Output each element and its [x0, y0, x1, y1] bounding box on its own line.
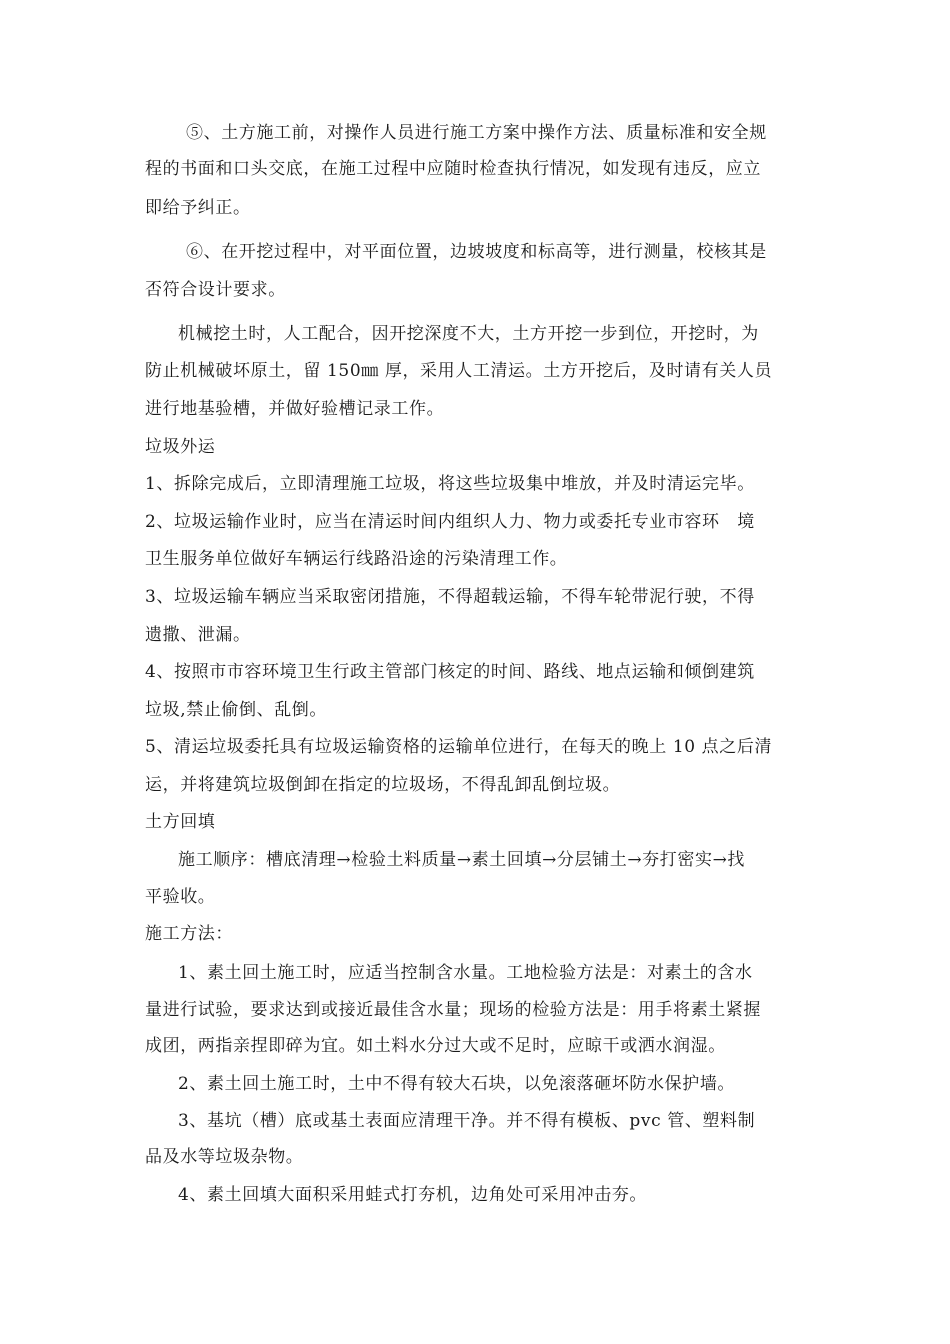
garbage-item2-line2: 卫生服务单位做好车辆运行线路沿途的污染清理工作。 [145, 549, 568, 569]
garbage-heading: 垃圾外运 [145, 437, 216, 457]
backfill-heading: 土方回填 [145, 812, 216, 832]
excavation-line1: 机械挖土时，人工配合，因开挖深度不大，土方开挖一步到位，开挖时，为 [178, 324, 759, 344]
excavation-line3: 进行地基验槽，并做好验槽记录工作。 [145, 399, 445, 419]
item5-line1: ⑤、土方施工前，对操作人员进行施工方案中操作方法、质量标准和安全规 [186, 123, 767, 143]
garbage-item3-line2: 遗撒、泄漏。 [145, 625, 251, 645]
garbage-item4-line2: 垃圾,禁止偷倒、乱倒。 [145, 700, 328, 720]
sequence-line2: 平验收。 [145, 887, 216, 907]
garbage-item2-line1: 2、垃圾运输作业时，应当在清运时间内组织人力、物力或委托专业市容环 境 [145, 512, 755, 532]
method-heading: 施工方法： [145, 924, 233, 944]
sequence-line1: 施工顺序：槽底清理→检验土料质量→素土回填→分层铺土→夯打密实→找 [178, 850, 746, 870]
method3-line2: 品及水等垃圾杂物。 [145, 1147, 304, 1167]
item5-line2: 程的书面和口头交底，在施工过程中应随时检查执行情况，如发现有违反，应立 [145, 159, 761, 179]
method1-line3: 成团，两指亲捏即碎为宜。如土料水分过大或不足时，应晾干或洒水润湿。 [145, 1036, 726, 1056]
method1-line2: 量进行试验，要求达到或接近最佳含水量；现场的检验方法是：用手将素土紧握 [145, 1000, 761, 1020]
item5-line3: 即给予纠正。 [145, 198, 251, 218]
method4: 4、素土回填大面积采用蛙式打夯机，边角处可采用冲击夯。 [178, 1185, 648, 1205]
garbage-item1: 1、拆除完成后，立即清理施工垃圾，将这些垃圾集中堆放，并及时清运完毕。 [145, 474, 755, 494]
excavation-line2: 防止机械破坏原土，留 150㎜ 厚，采用人工清运。土方开挖后，及时请有关人员 [145, 361, 773, 381]
garbage-item3-line1: 3、垃圾运输车辆应当采取密闭措施，不得超载运输，不得车轮带泥行驶，不得 [145, 587, 755, 607]
method1-line1: 1、素土回土施工时，应适当控制含水量。工地检验方法是：对素土的含水 [178, 963, 753, 983]
garbage-item5-line1: 5、清运垃圾委托具有垃圾运输资格的运输单位进行，在每天的晚上 10 点之后清 [145, 737, 773, 757]
item6-line2: 否符合设计要求。 [145, 280, 286, 300]
garbage-item5-line2: 运，并将建筑垃圾倒卸在指定的垃圾场，不得乱卸乱倒垃圾。 [145, 775, 621, 795]
item6-line1: ⑥、在开挖过程中，对平面位置，边坡坡度和标高等，进行测量，校核其是 [186, 242, 767, 262]
garbage-item4-line1: 4、按照市市容环境卫生行政主管部门核定的时间、路线、地点运输和倾倒建筑 [145, 662, 755, 682]
method3-line1: 3、基坑（槽）底或基土表面应清理干净。并不得有模板、pvc 管、塑料制 [178, 1111, 756, 1131]
method2: 2、素土回土施工时，土中不得有较大石块，以免滚落砸坏防水保护墙。 [178, 1074, 736, 1094]
